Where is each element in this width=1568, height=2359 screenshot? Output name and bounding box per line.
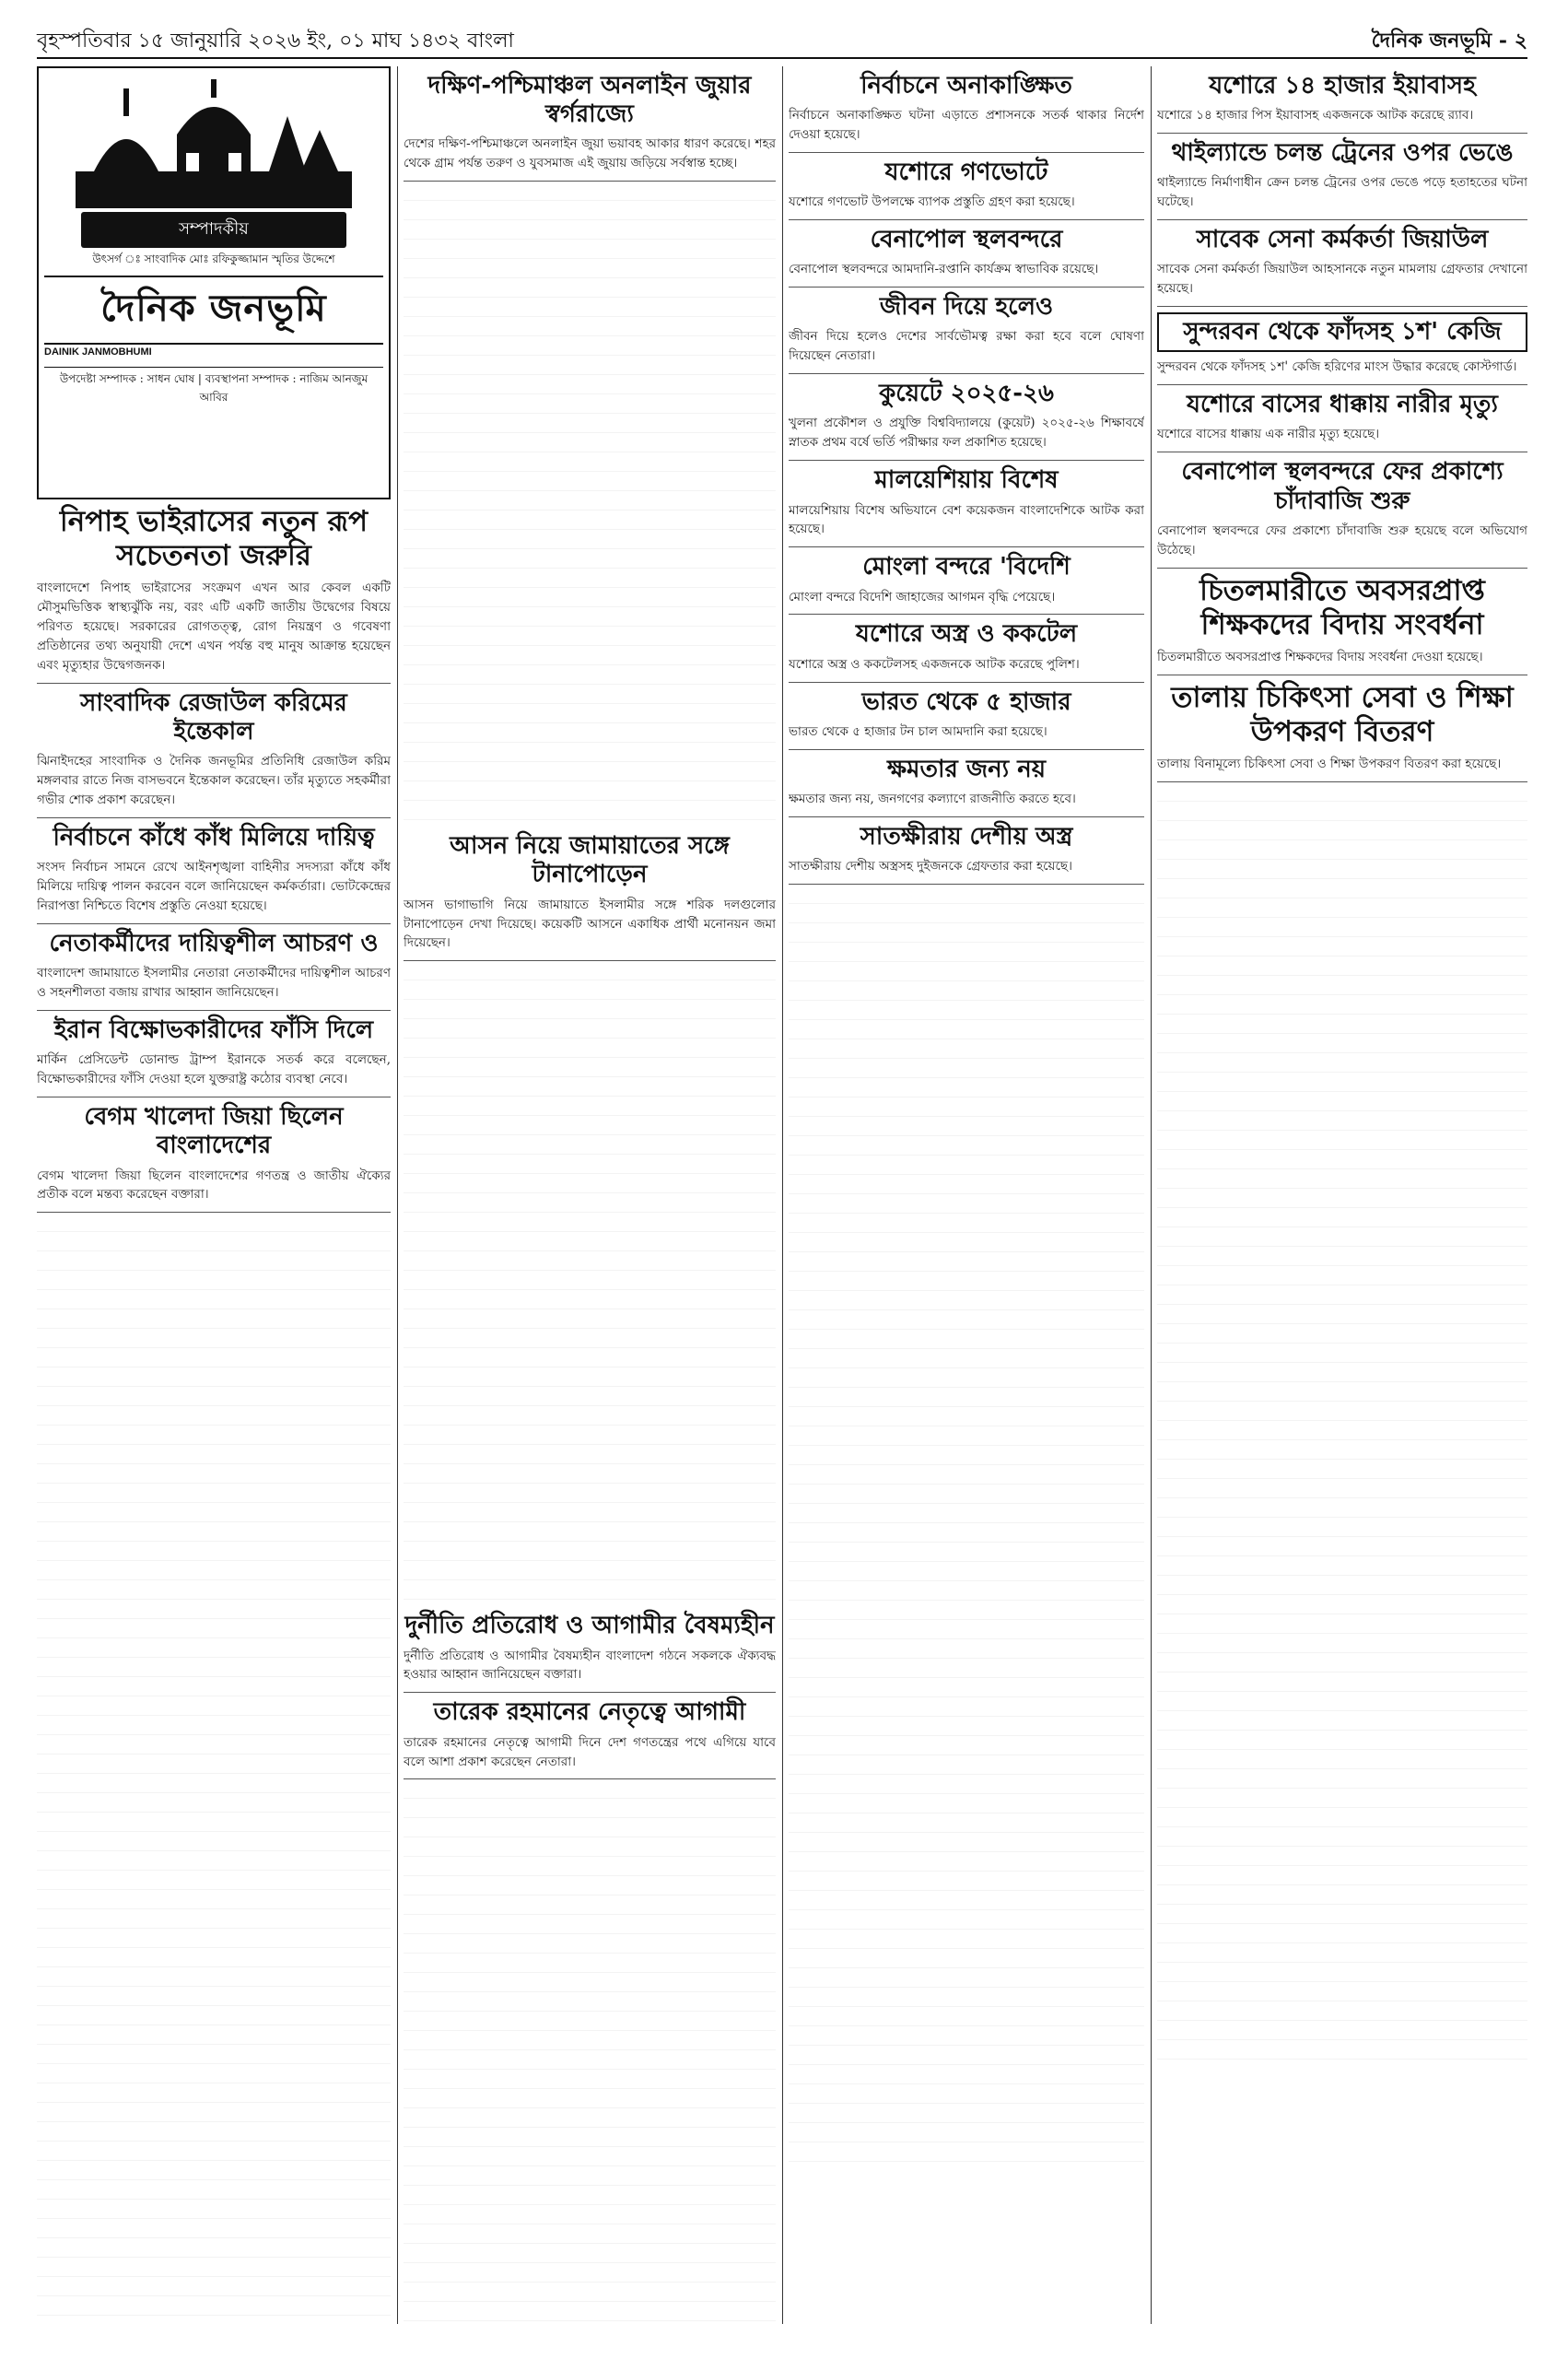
dedication-line: উৎসর্গ ঃ সাংবাদিক মোঃ রফিকুজ্জামান স্মৃতির উদ্দেশে: [92, 252, 335, 265]
paper-name-english: DAINIK JANMOBHUMI: [44, 346, 152, 358]
column-4: [1157, 66, 1527, 2324]
article-body: বেগম খালেদা জিয়া ছিলেন বাংলাদেশের গণতন্ত্র ও জাতীয় ঐক্যের প্রতীক বলে মন্তব্য করেছেন বক্তারা।: [37, 1168, 391, 1203]
column-3: [789, 66, 1144, 2324]
article-body: নির্বাচনে অনাকাঙ্ক্ষিত ঘটনা এড়াতে প্রশাসনকে সতর্ক থাকার নির্দেশ দেওয়া হয়েছে।: [789, 108, 1144, 143]
article-title: নেতাকর্মীদের দায়িত্বশীল আচরণ ও: [49, 930, 379, 958]
article-body: সুন্দরবন থেকে ফাঁদসহ ১শ' কেজি হরিণের মাংস উদ্ধার করেছে কোস্টগার্ড।: [1157, 359, 1517, 375]
article-title: ভারত থেকে ৫ হাজার: [861, 687, 1071, 716]
article-body: যশোরে অস্ত্র ও ককটেলসহ একজনকে আটক করেছে পুলিশ।: [789, 656, 1080, 672]
article-title: সাবেক সেনা কর্মকর্তা জিয়াউল: [1196, 226, 1489, 254]
article: [1157, 220, 1527, 307]
body-text-block: [404, 182, 776, 827]
article-body: মার্কিন প্রেসিডেন্ট ডোনাল্ড ট্রাম্প ইরানকে সতর্ক করে বলেছেন, বিক্ষোভকারীদের ফাঁসি দেওয়া হলে যুক্তরাষ্ট্র কঠোর ব্যবস্থা নেবে।: [37, 1052, 391, 1087]
article: [37, 684, 391, 818]
article-title: তারেক রহমানের নেতৃত্বে আগামী: [433, 1698, 746, 1727]
article-title: যশোরে ১৪ হাজার ইয়াবাসহ: [1209, 72, 1476, 100]
article-title: নির্বাচনে কাঁধে কাঁধ মিলিয়ে দায়িত্ব: [53, 824, 375, 852]
article: [789, 153, 1144, 220]
mosque-temple-illustration-icon: [76, 79, 352, 208]
article-title: আসন নিয়ে জামায়াতের সঙ্গে টানাপোড়েন: [450, 832, 730, 889]
article-body: যশোরে বাসের ধাক্কায় এক নারীর মৃত্যু হয়েছে।: [1157, 427, 1380, 442]
article-body: মালয়েশিয়ায় বিশেষ অভিযানে বেশ কয়েকজন বাংলাদেশিকে আটক করা হয়েছে।: [789, 502, 1144, 537]
body-text-block: [789, 885, 1144, 2175]
article: [37, 499, 391, 684]
article-body: বেনাপোল স্থলবন্দরে আমদানি-রপ্তানি কার্যক্রম স্বাভাবিক রয়েছে।: [789, 262, 1099, 277]
article-body: দুর্নীতি প্রতিরোধ ও আগামীর বৈষম্যহীন বাংলাদেশ গঠনে সকলকে ঐক্যবদ্ধ হওয়ার আহ্বান জানিয়েছেন বক্তারা।: [404, 1648, 776, 1683]
article-body: বাংলাদেশ জামায়াতে ইসলামীর নেতারা নেতাকর্মীদের দায়িত্বশীল আচরণ ও সহনশীলতা বজায় রাখার আহ্বান জানিয়েছেন।: [37, 966, 391, 1001]
article-title: দক্ষিণ-পশ্চিমাঞ্চল অনলাইন জুয়ার স্বর্গরাজ্যে: [427, 72, 752, 129]
article-title: ইরান বিক্ষোভকারীদের ফাঁসি দিলে: [53, 1016, 374, 1045]
article-body: থাইল্যান্ডে নির্মাণাধীন ক্রেন চলন্ত ট্রেনের ওপর ভেঙে পড়ে হতাহতের ঘটনা ঘটেছে।: [1157, 175, 1527, 210]
date-line: বৃহস্পতিবার ১৫ জানুয়ারি ২০২৬ ইং, ০১ মাঘ ১৪৩২ বাংলা: [37, 29, 514, 53]
article: [1157, 66, 1527, 134]
article-title: মোংলা বন্দরে 'বিদেশি: [862, 553, 1071, 581]
article: [1157, 385, 1527, 452]
article: [789, 750, 1144, 817]
article-body: ক্ষমতার জন্য নয়, জনগণের কল্যাণে রাজনীতি করতে হবে।: [789, 791, 1076, 806]
article-body: দেশের দক্ষিণ-পশ্চিমাঞ্চলে অনলাইন জুয়া ভয়াবহ আকার ধারণ করেছে। শহর থেকে গ্রাম পর্যন্ত তরুণ ও যুবসমাজ এই জুয়ায় জড়িয়ে সর্বস্বান্ত হচ্ছে।: [404, 136, 776, 171]
body-text-block: [404, 961, 776, 1606]
article: [789, 683, 1144, 750]
article-body: বাংলাদেশে নিপাহ ভাইরাসের সংক্রমণ এখন আর কেবল একটি মৌসুমভিত্তিক স্বাস্থ্যঝুঁকি নয়, বরং এটি একটি জাতীয় উদ্বেগের বিষয়ে পরিণত হয়েছে। সরকারের রোগতত্ত্ব, রোগ নিয়ন্ত্রণ ও গবেষণা প্রতিষ্ঠানের তথ্য অনুযায়ী দেশে এখন পর্যন্ত বহু মানুষ আক্রান্ত হয়েছেন এবং মৃত্যুহার উদ্বেগজনক।: [37, 581, 391, 674]
article-title: যশোরে বাসের ধাক্কায় নারীর মৃত্যু: [1187, 391, 1498, 419]
article-title: জীবন দিয়ে হলেও: [879, 293, 1054, 322]
article: [789, 288, 1144, 374]
article-body: সাবেক সেনা কর্মকর্তা জিয়াউল আহসানকে নতুন মামলায় গ্রেফতার দেখানো হয়েছে।: [1157, 262, 1527, 297]
column-divider: [1151, 66, 1152, 2324]
article-body: বেনাপোল স্থলবন্দরে ফের প্রকাশ্যে চাঁদাবাজি শুরু হয়েছে বলে অভিযোগ উঠেছে।: [1157, 522, 1527, 557]
article: [404, 1693, 776, 1779]
article: [1157, 134, 1527, 220]
article: [37, 1011, 391, 1097]
article-title: চিতলমারীতে অবসরপ্রাপ্ত শিক্ষকদের বিদায় সংবর্ধনা: [1199, 573, 1485, 641]
article-body: মোংলা বন্দরে বিদেশি জাহাজের আগমন বৃদ্ধি পেয়েছে।: [789, 589, 1056, 604]
article: [37, 818, 391, 924]
article: [37, 924, 391, 1011]
paper-name: দৈনিক জনভূমি: [44, 276, 383, 345]
article-title: দুর্নীতি প্রতিরোধ ও আগামীর বৈষম্যহীন: [404, 1612, 775, 1640]
article: [789, 374, 1144, 461]
article-body: তারেক রহমানের নেতৃত্বে আগামী দিনে দেশ গণতন্ত্রের পথে এগিয়ে যাবে বলে আশা প্রকাশ করেছেন নেতারা।: [404, 1734, 776, 1769]
article: [789, 66, 1144, 153]
article-title: তালায় চিকিৎসা সেবা ও শিক্ষা উপকরণ বিতরণ: [1171, 680, 1514, 749]
article-title: নিপাহ ভাইরাসের নতুন রূপ সচেতনতা জরুরি: [59, 505, 369, 573]
article-body: তালায় বিনামূল্যে চিকিৎসা সেবা ও শিক্ষা উপকরণ বিতরণ করা হয়েছে।: [1157, 757, 1502, 772]
article: [789, 817, 1144, 885]
article-body: চিতলমারীতে অবসরপ্রাপ্ত শিক্ষকদের বিদায় সংবর্ধনা দেওয়া হয়েছে।: [1157, 649, 1483, 664]
editors-line: উপদেষ্টা সম্পাদক : সাধন ঘোষ | ব্যবস্থাপনা সম্পাদক : নাজিম আনজুম আবির: [44, 367, 383, 408]
article-body: আসন ভাগাভাগি নিয়ে জামায়াতে ইসলামীর সঙ্গে শরিক দলগুলোর টানাপোড়েন দেখা দিয়েছে। কয়েকটি আসনে একাধিক প্রার্থী মনোনয়ন জমা দিয়েছেন।: [404, 897, 776, 951]
article: [789, 220, 1144, 288]
article: [1157, 569, 1527, 675]
article-title: বেগম খালেদা জিয়া ছিলেন বাংলাদেশের: [84, 1103, 344, 1160]
section-label: সম্পাদকীয়: [81, 212, 346, 248]
article: [789, 547, 1144, 615]
column-2: [404, 66, 776, 2324]
article: [1157, 452, 1527, 568]
article-title: মালয়েশিয়ায় বিশেষ: [874, 466, 1059, 495]
article: [789, 461, 1144, 547]
article: [789, 615, 1144, 682]
article: [404, 66, 776, 182]
article-body: ভারত থেকে ৫ হাজার টন চাল আমদানি করা হয়েছে।: [789, 723, 1047, 739]
article-body: জীবন দিয়ে হলেও দেশের সার্বভৌমত্ব রক্ষা করা হবে বলে ঘোষণা দিয়েছেন নেতারা।: [789, 329, 1144, 364]
paper-page-label: দৈনিক জনভূমি - ২: [1371, 28, 1527, 53]
article-title: ক্ষমতার জন্য নয়: [886, 755, 1047, 783]
article-title: সাতক্ষীরায় দেশীয় অস্ত্র: [860, 822, 1073, 851]
body-text-block: [37, 1213, 391, 2324]
column-divider: [397, 66, 398, 2324]
article-body: সাতক্ষীরায় দেশীয় অস্ত্রসহ দুইজনকে গ্রেফতার করা হয়েছে।: [789, 858, 1072, 874]
article-title: যশোরে গণভোটে: [884, 158, 1048, 187]
article-body: যশোরে গণভোট উপলক্ষে ব্যাপক প্রস্তুতি গ্রহণ করা হয়েছে।: [789, 194, 1075, 210]
article-title: বেনাপোল স্থলবন্দরে ফের প্রকাশ্যে চাঁদাবাজি শুরু: [1181, 458, 1504, 515]
article-title: যশোরে অস্ত্র ও ককটেল: [855, 620, 1078, 649]
article: [404, 827, 776, 961]
article-title: সাংবাদিক রেজাউল করিমের ইন্তেকাল: [80, 688, 347, 746]
article: [37, 1097, 391, 1213]
page-header: [37, 26, 1527, 59]
article: [1157, 675, 1527, 782]
article: [1157, 307, 1527, 385]
column-1: [37, 66, 391, 2324]
article: [404, 1606, 776, 1693]
column-divider: [782, 66, 783, 2324]
article-body: যশোরে ১৪ হাজার পিস ইয়াবাসহ একজনকে আটক করেছে র‍্যাব।: [1157, 108, 1474, 123]
body-text-block: [1157, 782, 1527, 2072]
article-title: কুয়েটে ২০২৫-২৬: [879, 380, 1054, 408]
article-title: থাইল্যান্ডে চলন্ত ট্রেনের ওপর ভেঙে: [1171, 139, 1514, 168]
article-title: সুন্দরবন থেকে ফাঁদসহ ১শ' কেজি: [1157, 312, 1527, 352]
article-body: সংসদ নির্বাচন সামনে রেখে আইনশৃঙ্খলা বাহিনীর সদস্যরা কাঁধে কাঁধ মিলিয়ে দায়িত্ব পালন করবেন বলে জানিয়েছেন কর্মকর্তারা। ভোটকেন্দ্রের নিরাপত্তা নিশ্চিতে বিশেষ প্রস্তুতি নেওয়া হয়েছে।: [37, 860, 391, 914]
editorial-masthead: [37, 66, 391, 499]
body-text-block: [404, 1779, 776, 2324]
article-title: বেনাপোল স্থলবন্দরে: [870, 226, 1063, 254]
article-body: ঝিনাইদহের সাংবাদিক ও দৈনিক জনভূমির প্রতিনিধি রেজাউল করিম মঙ্গলবার রাতে নিজ বাসভবনে ইন্তেকাল করেছেন। তাঁর মৃত্যুতে সহকর্মীরা গভীর শোক প্রকাশ করেছেন।: [37, 754, 391, 808]
article-body: খুলনা প্রকৌশল ও প্রযুক্তি বিশ্ববিদ্যালয়ে (কুয়েট) ২০২৫-২৬ শিক্ষাবর্ষে স্নাতক প্রথম বর্ষে ভর্তি পরীক্ষার ফল প্রকাশিত হয়েছে।: [789, 416, 1144, 451]
article-title: নির্বাচনে অনাকাঙ্ক্ষিত: [860, 72, 1072, 100]
